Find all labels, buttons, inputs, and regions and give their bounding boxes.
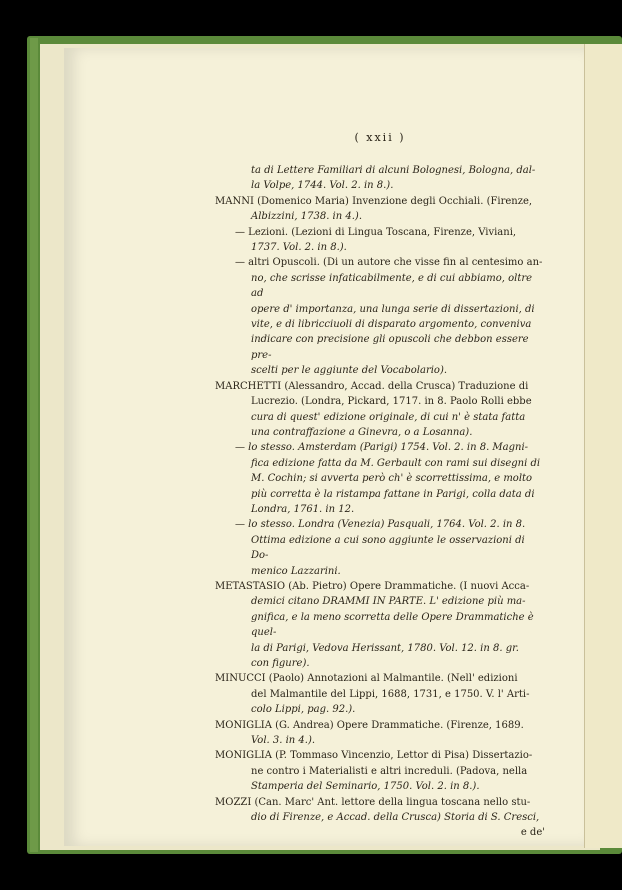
- text-line: MOZZI (Can. Marc' Ant. lettore della lingua toscana nello stu-: [215, 796, 531, 808]
- text-line: opere d' importanza, una lunga serie di dissertazioni, di: [251, 303, 535, 315]
- text-line: cura di quest' edizione originale, di cui n' è stata fatta: [251, 411, 526, 423]
- text-line: — altri Opuscoli. (Di un autore che visse fin al centesimo an-: [235, 257, 543, 269]
- text-line: Ottima edizione a cui sono aggiunte le osservazioni di Do-: [251, 534, 525, 562]
- facing-page-edge: [584, 44, 622, 848]
- text-line: Londra, 1761. in 12.: [251, 503, 355, 515]
- text-line: Lucrezio. (Londra, Pickard, 1717. in 8. Paolo Rolli ebbe: [251, 396, 532, 408]
- text-line: MONIGLIA (G. Andrea) Opere Drammatiche. (Firenze, 1689.: [215, 719, 524, 731]
- page-text: [215, 133, 545, 841]
- text-line: dio di Firenze, e Accad. della Crusca) Storia di S. Cresci,: [251, 812, 540, 824]
- text-line: METASTASIO (Ab. Pietro) Opere Drammatiche. (I nuovi Acca-: [215, 580, 530, 592]
- text-line: con figure).: [251, 658, 310, 669]
- text-line: la Volpe, 1744. Vol. 2. in 8.).: [251, 180, 394, 192]
- text-line: menico Lazzarini.: [251, 565, 341, 577]
- text-line: la di Parigi, Vedova Herissant, 1780. Vol. 12. in 8. gr.: [251, 642, 519, 654]
- text-line: 1737. Vol. 2. in 8.).: [251, 242, 347, 254]
- text-line: scelti per le aggiunte del Vocabolario).: [251, 365, 448, 377]
- text-line: — Lezioni. (Lezioni di Lingua Toscana, Firenze, Viviani,: [235, 226, 517, 238]
- text-line: Stamperia del Seminario, 1750. Vol. 2. in 8.).: [251, 781, 480, 793]
- cover-edge: [30, 38, 38, 852]
- text-line: fica edizione fatta da M. Gerbault con rami sui disegni di: [251, 457, 541, 469]
- text-line: indicare con precisione gli opuscoli che debbon essere pre-: [251, 334, 529, 361]
- text-line: una contraffazione a Ginevra, o a Losanna).: [251, 426, 473, 438]
- text-line: più corretta è la ristampa fattane in Parigi, colla data di: [251, 488, 535, 500]
- text-line: — lo stesso. Amsterdam (Parigi) 1754. Vol. 2. in 8. Magni-: [235, 442, 529, 454]
- text-line: Albizzini, 1738. in 4.).: [251, 211, 362, 223]
- text-line: ta di Lettere Familiari di alcuni Bolognesi, Bologna, dal-: [251, 165, 536, 176]
- text-line: no, che scrisse infaticabilmente, e di cui abbiamo, oltre ad: [251, 272, 533, 300]
- text-line: ne contro i Materialisti e altri increduli. (Padova, nella: [251, 765, 528, 777]
- text-line: MARCHETTI (Alessandro, Accad. della Crusca) Traduzione di: [215, 380, 529, 392]
- text-line: demici citano DRAMMI IN PARTE. L' edizione più ma-: [251, 596, 526, 608]
- text-line: gnifica, e la meno scorretta delle Opere Drammatiche è quel-: [251, 611, 534, 639]
- text-line: del Malmantile del Lippi, 1688, 1731, e 1750. V. l' Arti-: [251, 688, 530, 700]
- text-line: MANNI (Domenico Maria) Invenzione degli Occhiali. (Firenze,: [215, 195, 533, 207]
- text-line: MINUCCI (Paolo) Annotazioni al Malmantile. (Nell' edizioni: [215, 673, 518, 685]
- text-line: — lo stesso. Londra (Venezia) Pasquali, 1764. Vol. 2. in 8.: [235, 519, 526, 531]
- catchword: e de': [520, 827, 545, 839]
- text-line: vite, e di libricciuoli di disparato argomento, conveniva: [251, 319, 532, 331]
- text-line: MONIGLIA (P. Tommaso Vincenzio, Lettor di Pisa) Dissertazio-: [215, 750, 533, 762]
- text-line: colo Lippi, pag. 92.).: [251, 704, 356, 716]
- text-line: Vol. 3. in 4.).: [251, 735, 316, 747]
- page-number: ( xxii ): [354, 131, 406, 144]
- text-line: M. Cochin; si avverta però ch' è scorrettissima, e molto: [251, 473, 533, 485]
